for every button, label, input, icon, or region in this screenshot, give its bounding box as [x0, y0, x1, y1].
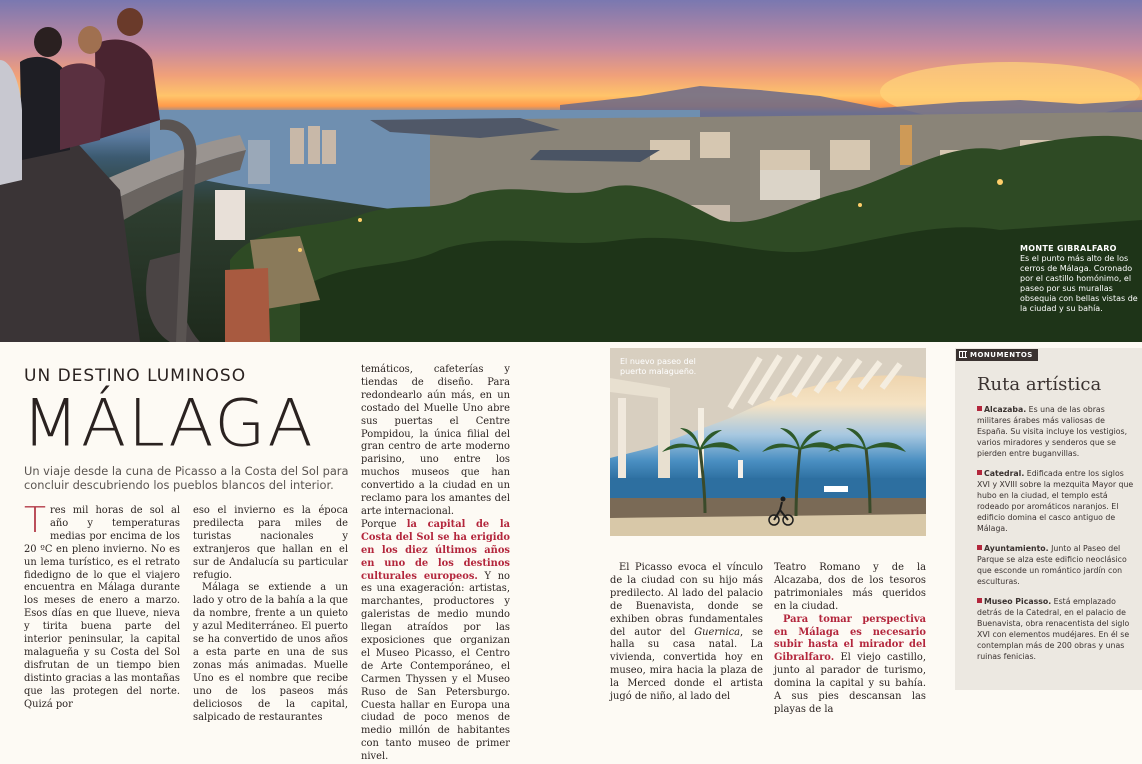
- article-paragraph: [610, 562, 763, 704]
- sidebar-item-label: Ayuntamiento.: [984, 544, 1049, 553]
- hero-photo-caption: [1020, 244, 1140, 314]
- sidebar-item-ayuntamiento: [977, 543, 1137, 587]
- article-paragraph: [774, 614, 926, 717]
- port-photo-caption: El nuevo paseo del puerto malagueño.: [620, 357, 697, 376]
- monument-icon: [959, 351, 967, 358]
- article-paragraph: temáticos, cafeterías y tiendas de diseño. Para redondearlo aún más, en un costado del Muelle Uno abre sus puertas el Centre Pompidou, la única filial del gran centro de arte moderno parisino, uno entre los muchos museos que han convertido a la ciudad en un reclamo para los amantes del arte internacional.: [361, 364, 510, 517]
- sidebar-item-museo-picasso: [977, 596, 1137, 662]
- sidebar-item-text: Es una de las obras militares árabes más valiosas de España. Su visita incluye los vestigios, varios miradores y senderos que se pierden entre buganvillas.: [977, 405, 1128, 458]
- article-kicker: UN DESTINO LUMINOSO: [24, 366, 247, 386]
- article-paragraph: Málaga se extiende a un lado y otro de la bahía a la que da nombre, frente a un quieto y azul Mediterráneo. El puerto se ha convertido de unos años a esta parte en una de sus zonas más animadas. Muelle Uno es el nombre que recibe uno de los paseos más deliciosos de la capital, salpicado de restaurantes: [193, 582, 348, 723]
- sidebar-item-text: Edificada entre los siglos XVI y XVIII sobre la mezquita Mayor que hubo en la ciudad, el templo está rodeado por aromáticos naranjos. El edificio domina el casco antiguo de Málaga.: [977, 469, 1134, 533]
- sidebar-item-label: Museo Picasso.: [984, 597, 1052, 606]
- bullet-square-icon: [977, 406, 982, 411]
- hero-caption-title: MONTE GIBRALFARO: [1020, 244, 1117, 253]
- bullet-square-icon: [977, 470, 982, 475]
- article-column-4: [610, 562, 763, 704]
- bullet-square-icon: [977, 545, 982, 550]
- port-promenade-photo: [610, 348, 926, 536]
- hero-caption-text: Es el punto más alto de los cerros de Málaga. Coronado por el castillo homónimo, el paseo por sus murallas obsequia con bellas vistas de la ciudad y su bahía.: [1020, 254, 1138, 313]
- article-column-3: [361, 364, 510, 764]
- sidebar-item-catedral: [977, 468, 1137, 534]
- paragraph-text: , se halla su casa natal. La vivienda, convertida hoy en museo, mira hacia la plaza de la Merced donde el artista jugó de niño, al lado del: [610, 626, 763, 703]
- sidebar-item-text: Junto al Paseo del Parque se alza este edificio neoclásico que esconde un romántico jardín con esculturas.: [977, 544, 1127, 586]
- drop-cap: T: [24, 500, 46, 541]
- article-paragraph: eso el invierno es la época predilecta para miles de turistas nacionales y extranjeros que hallan en el sur de Andalucía su particular refugio.: [193, 505, 348, 581]
- article-subtitle: Un viaje desde la cuna de Picasso a la Costa del Sol para concluir descubriendo los pueblos blancos del interior.: [24, 464, 349, 492]
- article-paragraph: [24, 500, 180, 712]
- article-paragraph: Teatro Romano y de la Alcazaba, dos de los tesoros patrimoniales más queridos en la ciudad.: [774, 562, 926, 612]
- section-tag-label: MONUMENTOS: [970, 351, 1033, 359]
- paragraph-text: Porque: [361, 518, 407, 530]
- highlighted-text: la capital de la Costa del Sol se ha erigido en los diez últimos años en uno de los destinos culturales europeos.: [361, 518, 510, 582]
- sidebar-list: [977, 404, 1137, 671]
- hero-city-panorama: [0, 0, 1142, 342]
- emphasis-text: Guernica: [694, 626, 741, 638]
- sidebar-item-text: Está emplazado detrás de la Catedral, en el palacio de Buenavista, obra renacentista del siglo XVI con elementos mudéjares. En él se contemplan más de 200 obras y unas ruinas fenicias.: [977, 597, 1130, 661]
- article-column-5: [774, 562, 926, 717]
- paragraph-text: res mil horas de sol al año y temperaturas medias por encima de los 20 ºC en pleno invierno. No es un lema turístico, es el retrato fidedigno de lo que el viajero encuentra en Málaga durante los meses de enero a marzo. Esos días en que llueve, nieva y tirita buena parte del interior peninsular, la capital malagueña y su Costa del Sol disfrutan de un tiempo bien distinto gracias a las montañas que las protegen del norte. Quizá por: [24, 505, 180, 710]
- sidebar-item-alcazaba: [977, 404, 1137, 459]
- paragraph-text: El viejo castillo, junto al parador de turismo, domina la capital y su bahía. A sus pies descansan las playas de la: [774, 652, 926, 715]
- section-tag: [956, 349, 1038, 361]
- sidebar-item-label: Alcazaba.: [984, 405, 1027, 414]
- highlighted-text: Para tomar perspectiva en Málaga es necesario subir hasta el mirador del Gibralfaro.: [774, 613, 926, 664]
- paragraph-text: El Picasso evoca el vínculo de la ciudad con su hijo más predilecto. Al lado del palacio de Buenavista, donde se exhiben obras fundamentales del autor del: [610, 562, 763, 638]
- bullet-square-icon: [977, 598, 982, 603]
- article-title: MÁLAGA: [22, 385, 315, 462]
- sidebar-item-label: Catedral.: [984, 469, 1025, 478]
- article-column-1: [24, 500, 180, 712]
- sidebar-title: Ruta artística: [977, 374, 1102, 395]
- article-paragraph: [361, 519, 510, 764]
- paragraph-text: Y no es una exageración: artistas, marchantes, productores y galeristas de medio mundo llegan atraídos por las exposiciones que organizan el Museo Picasso, el Centro de Arte Contemporáneo, el Carmen Thyssen y el Museo Ruso de San Petersburgo. Cuesta hallar en Europa una ciudad de poco menos de medio millón de habitantes con tanto museo de primer nivel.: [361, 570, 510, 763]
- hero-photo: [0, 0, 1142, 342]
- article-column-2: [193, 505, 348, 724]
